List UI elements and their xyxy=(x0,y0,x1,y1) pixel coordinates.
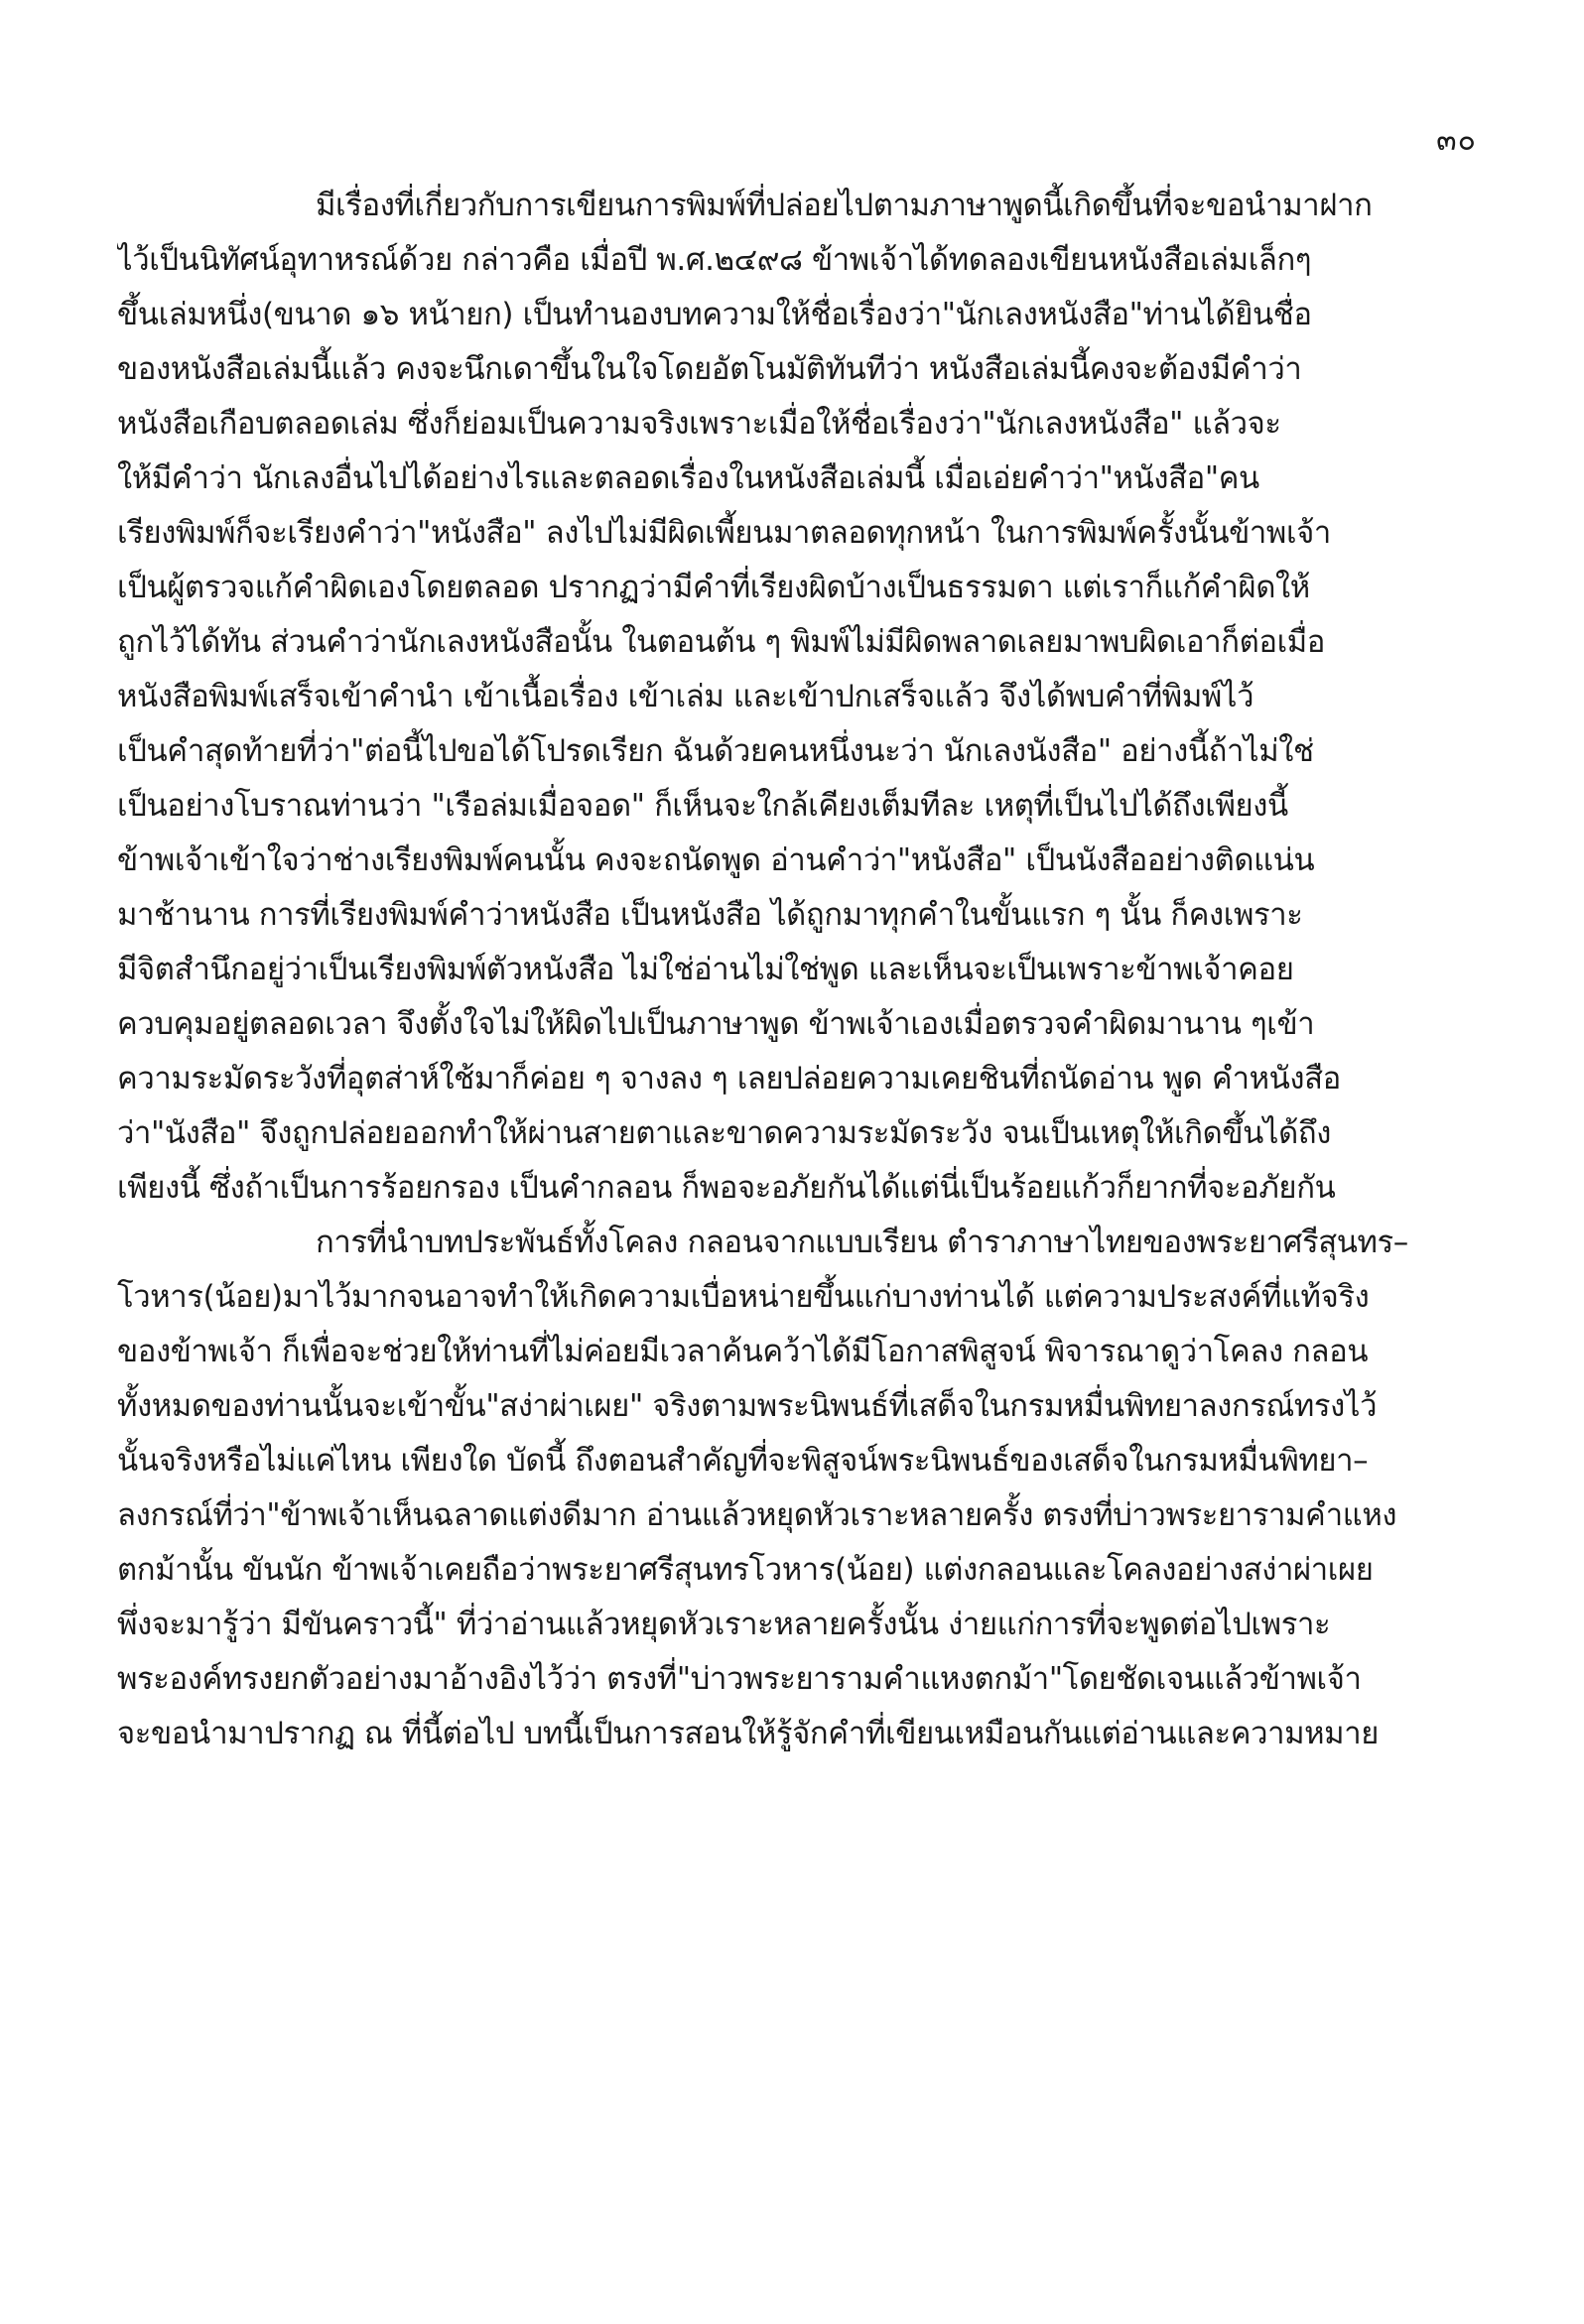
text-line: ว่า"นังสือ" จึงถูกปล่อยออกทำให้ผ่านสายตาและขาดความระมัดระวัง จนเป็นเหตุให้เกิดขึ้นได้ถึง xyxy=(117,1115,1331,1151)
text-line: ควบคุมอยู่ตลอดเวลา จึงตั้งใจไม่ให้ผิดไปเป็นภาษาพูด ข้าพเจ้าเองเมื่อตรวจคำผิดมานาน ๆเข้า xyxy=(117,1006,1315,1042)
text-line: พึ่งจะมารู้ว่า มีขันคราวนี้" ที่ว่าอ่านแล้วหยุดหัวเราะหลายครั้งนั้น ง่ายแก่การที่จะพูดต่อไปเพราะ xyxy=(117,1607,1331,1642)
text-line: ให้มีคำว่า นักเลงอื่นไปได้อย่างไรและตลอดเรื่องในหนังสือเล่มนี้ เมื่อเอ่ยคำว่า"หนังสือ"คน xyxy=(117,460,1259,496)
text-line: มีจิตสำนึกอยู่ว่าเป็นเรียงพิมพ์ตัวหนังสือ ไม่ใช่อ่านไม่ใช่พูด และเห็นจะเป็นเพราะข้าพเจ้าคอย xyxy=(117,952,1294,987)
text-line: พระองค์ทรงยกตัวอย่างมาอ้างอิงไว้ว่า ตรงที่"บ่าวพระยารามคำแหงตกม้า"โดยชัดเจนแล้วข้าพเจ้า xyxy=(117,1661,1362,1697)
text-line: ข้าพเจ้าเข้าใจว่าช่างเรียงพิมพ์คนนั้น คงจะถนัดพูด อ่านคำว่า"หนังสือ" เป็นนังสืออย่างติดแน่น xyxy=(117,842,1315,878)
text-line: หนังสือพิมพ์เสร็จเข้าคำนำ เข้าเนื้อเรื่อง เข้าเล่ม และเข้าปกเสร็จแล้ว จึงได้พบคำที่พิมพ์ไว้ xyxy=(117,679,1254,714)
text-line: เป็นผู้ตรวจแก้คำผิดเองโดยตลอด ปรากฏว่ามีคำที่เรียงผิดบ้างเป็นธรรมดา แต่เราก็แก้คำผิดให้ xyxy=(117,570,1310,605)
text-line: หนังสือเกือบตลอดเล่ม ซึ่งก็ย่อมเป็นความจริงเพราะเมื่อให้ชื่อเรื่องว่า"นักเลงหนังสือ" แล้วจะ xyxy=(117,406,1281,442)
paragraph-first-line: มีเรื่องที่เกี่ยวกับการเขียนการพิมพ์ที่ปล่อยไปตามภาษาพูดนี้เกิดขึ้นที่จะขอนำมาฝาก xyxy=(316,188,1373,223)
text-line: ลงกรณ์ที่ว่า"ข้าพเจ้าเห็นฉลาดแต่งดีมาก อ่านแล้วหยุดหัวเราะหลายครั้ง ตรงที่บ่าวพระยารามคำแหง xyxy=(117,1497,1397,1533)
text-line: โวหาร(น้อย)มาไว้มากจนอาจทำให้เกิดความเบื่อหน่ายขึ้นแก่บางท่านได้ แต่ความประสงค์ที่แท้จริง xyxy=(117,1279,1370,1315)
text-line: เรียงพิมพ์ก็จะเรียงคำว่า"หนังสือ" ลงไปไม่มีผิดเพี้ยนมาตลอดทุกหน้า ในการพิมพ์ครั้งนั้นข้าพเจ้า xyxy=(117,515,1331,551)
paragraph-first-line: การที่นำบทประพันธ์ทั้งโคลง กลอนจากแบบเรียน ตำราภาษาไทยของพระยาศรีสุนทร– xyxy=(316,1225,1408,1260)
page-number: ๓๐ xyxy=(1436,123,1477,158)
text-line: เป็นคำสุดท้ายที่ว่า"ต่อนี้ไปขอได้โปรดเรียก ฉันด้วยคนหนึ่งนะว่า นักเลงนังสือ" อย่างนี้ถ้าไม่ใช่ xyxy=(117,733,1314,769)
text-line: เพียงนี้ ซึ่งถ้าเป็นการร้อยกรอง เป็นคำกลอน ก็พอจะอภัยกันได้แต่นี่เป็นร้อยแก้วก็ยากที่จะอภัยกัน xyxy=(117,1170,1336,1206)
text-line: ของข้าพเจ้า ก็เพื่อจะช่วยให้ท่านที่ไม่ค่อยมีเวลาค้นคว้าได้มีโอกาสพิสูจน์ พิจารณาดูว่าโคลง กลอน xyxy=(117,1334,1369,1369)
text-line: มาช้านาน การที่เรียงพิมพ์คำว่าหนังสือ เป็นหนังสือ ได้ถูกมาทุกคำในขั้นแรก ๆ นั้น ก็คงเพราะ xyxy=(117,897,1303,933)
text-line: นั้นจริงหรือไม่แค่ไหน เพียงใด บัดนี้ ถึงตอนสำคัญที่จะพิสูจน์พระนิพนธ์ของเสด็จในกรมหมื่นพิทยา– xyxy=(117,1443,1369,1479)
text-line: ไว้เป็นนิทัศน์อุทาหรณ์ด้วย กล่าวคือ เมื่อปี พ.ศ.๒๔๙๘ ข้าพเจ้าได้ทดลองเขียนหนังสือเล่มเล็กๆ xyxy=(117,242,1312,278)
text-line: ของหนังสือเล่มนี้แล้ว คงจะนึกเดาขึ้นในใจโดยอัตโนมัติทันทีว่า หนังสือเล่มนี้คงจะต้องมีคำว่า xyxy=(117,351,1302,387)
text-line: เป็นอย่างโบราณท่านว่า "เรือล่มเมื่อจอด" ก็เห็นจะใกล้เคียงเต็มทีละ เหตุที่เป็นไปได้ถึงเพียงนี้ xyxy=(117,788,1288,824)
text-line: ตกม้านั้น ขันนัก ข้าพเจ้าเคยถือว่าพระยาศรีสุนทรโวหาร(น้อย) แต่งกลอนและโคลงอย่างสง่าผ่าเผย xyxy=(117,1552,1374,1588)
body-text xyxy=(117,179,1477,1761)
text-line: ทั้งหมดของท่านนั้นจะเข้าขั้น"สง่าผ่าเผย" จริงตามพระนิพนธ์ที่เสด็จในกรมหมื่นพิทยาลงกรณ์ทรงไว้ xyxy=(117,1388,1378,1424)
text-line: ถูกไว้ได้ทัน ส่วนคำว่านักเลงหนังสือนั้น ในตอนต้น ๆ พิมพ์ไม่มีผิดพลาดเลยมาพบผิดเอาก็ต่อเมื่อ xyxy=(117,624,1326,660)
text-line: ความระมัดระวังที่อุตส่าห์ใช้มาก็ค่อย ๆ จางลง ๆ เลยปล่อยความเคยชินที่ถนัดอ่าน พูด คำหนังสือ xyxy=(117,1061,1341,1097)
text-line: จะขอนำมาปรากฏ ณ ที่นี้ต่อไป บทนี้เป็นการสอนให้รู้จักคำที่เขียนเหมือนกันแต่อ่านและความหมาย xyxy=(117,1716,1379,1751)
text-line: ขึ้นเล่มหนึ่ง(ขนาด ๑๖ หน้ายก) เป็นทำนองบทความให้ชื่อเรื่องว่า"นักเลงหนังสือ"ท่านได้ยินชื่อ xyxy=(117,297,1312,332)
